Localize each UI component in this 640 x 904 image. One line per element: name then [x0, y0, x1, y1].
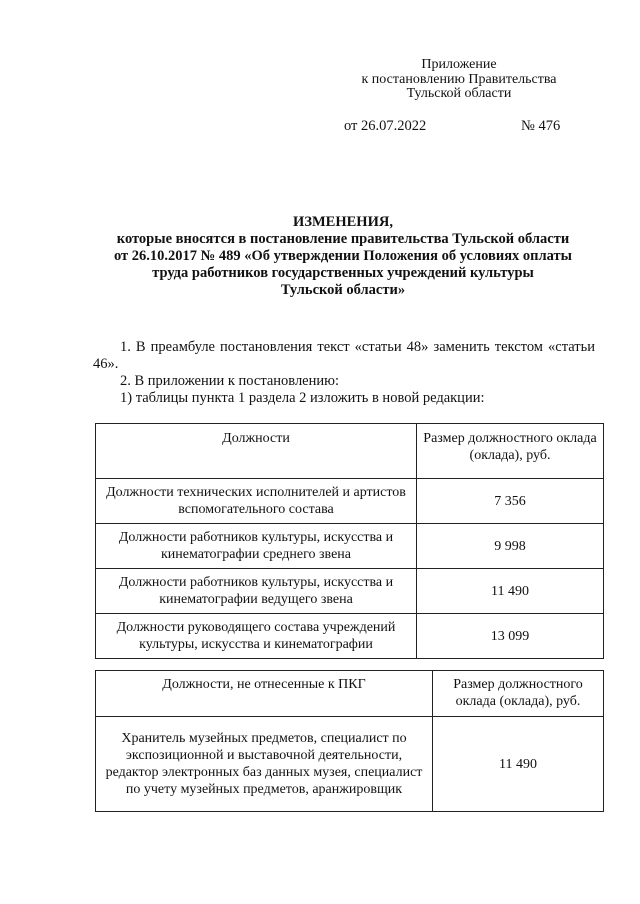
position-cell: Должности работников культуры, искусства и кинематографии ведущего звена [96, 569, 417, 614]
document-date: от 26.07.2022 [344, 118, 427, 134]
table-header-row [96, 671, 604, 717]
table-row [96, 569, 604, 614]
appendix-line: Тульской области [406, 86, 512, 101]
paragraph-3: 1) таблицы пункта 1 раздела 2 изложить в новой редакции: [120, 390, 485, 406]
salary-cell: 13 099 [417, 614, 604, 659]
column-header-salary: Размер должностного оклада (оклада), руб. [433, 671, 604, 717]
title-line: Тульской области» [280, 282, 406, 298]
title-line: ИЗМЕНЕНИЯ, [293, 214, 393, 230]
salary-table-1 [95, 423, 604, 659]
document-title [80, 214, 606, 299]
table-row [96, 717, 604, 812]
position-cell: Хранитель музейных предметов, специалист по экспозиционной и выставочной деятельности, редактор электронных баз данных музея, специалист по учету музейных предметов, аранжировщик [96, 717, 433, 812]
column-header-salary: Размер должностного оклада (оклада), руб. [417, 424, 604, 479]
table-header-row [96, 424, 604, 479]
appendix-line: Приложение [421, 57, 497, 72]
salary-table-2 [95, 670, 604, 812]
appendix-line: к постановлению Правительства [361, 71, 557, 87]
title-line: труда работников государственных учреждений культуры [152, 265, 534, 281]
column-header-position: Должности, не отнесенные к ПКГ [96, 671, 433, 717]
appendix-header [340, 58, 578, 102]
position-cell: Должности руководящего состава учреждений культуры, искусства и кинематографии [96, 614, 417, 659]
salary-cell: 9 998 [417, 524, 604, 569]
position-cell: Должности технических исполнителей и артистов вспомогательного состава [96, 479, 417, 524]
salary-cell: 11 490 [433, 717, 604, 812]
title-line: которые вносятся в постановление правительства Тульской области [116, 231, 570, 247]
column-header-position: Должности [96, 424, 417, 479]
salary-cell: 11 490 [417, 569, 604, 614]
table-row [96, 614, 604, 659]
title-line: от 26.10.2017 № 489 «Об утверждении Положения об условиях оплаты [114, 248, 572, 264]
position-cell: Должности работников культуры, искусства и кинематографии среднего звена [96, 524, 417, 569]
table-row [96, 524, 604, 569]
paragraph-2: 2. В приложении к постановлению: [120, 373, 340, 389]
paragraph-1: 1. В преамбуле постановления текст «статьи 48» заменить текстом «статьи 46». [93, 339, 595, 372]
table-row [96, 479, 604, 524]
salary-cell: 7 356 [417, 479, 604, 524]
document-number: № 476 [521, 118, 561, 134]
